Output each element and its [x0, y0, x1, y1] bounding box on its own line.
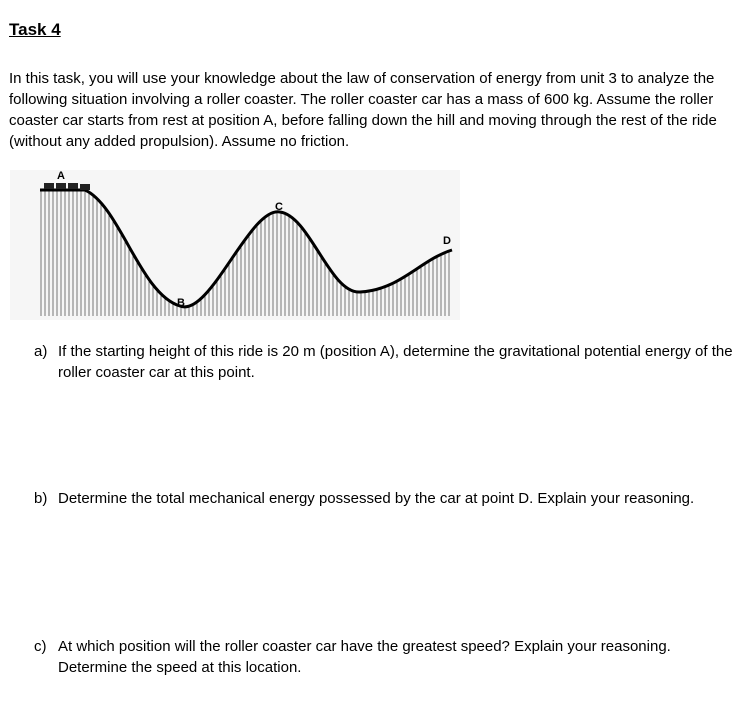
question-label: c) — [34, 638, 47, 655]
question-c — [34, 636, 734, 678]
question-b — [34, 488, 734, 509]
question-text: At which position will the roller coaster car have the greatest speed? Explain your reasoning. Determine the speed at this location. — [58, 638, 671, 676]
task-intro: In this task, you will use your knowledge about the law of conservation of energy from unit 3 to analyze the following situation involving a roller coaster. The roller coaster car has a mass of 600 kg. Assume the roller coaster car starts from rest at position A, before falling down the hill and moving through the rest of the ride (without any added propulsion). Assume no friction. — [9, 70, 717, 150]
roller-coaster-diagram — [0, 166, 470, 326]
point-label-a: A — [57, 170, 65, 182]
point-label-b: B — [177, 297, 185, 309]
question-text: If the starting height of this ride is 20 m (position A), determine the gravitational potential energy of the roller coaster car at this point. — [58, 343, 733, 381]
question-text: Determine the total mechanical energy possessed by the car at point D. Explain your reasoning. — [58, 490, 695, 507]
task-title: Task 4 — [9, 20, 61, 39]
question-a — [34, 341, 734, 383]
question-label: a) — [34, 343, 48, 360]
point-label-d: D — [443, 235, 451, 247]
point-label-c: C — [275, 201, 283, 213]
question-label: b) — [34, 490, 48, 507]
roller-coaster-figure — [0, 166, 470, 326]
